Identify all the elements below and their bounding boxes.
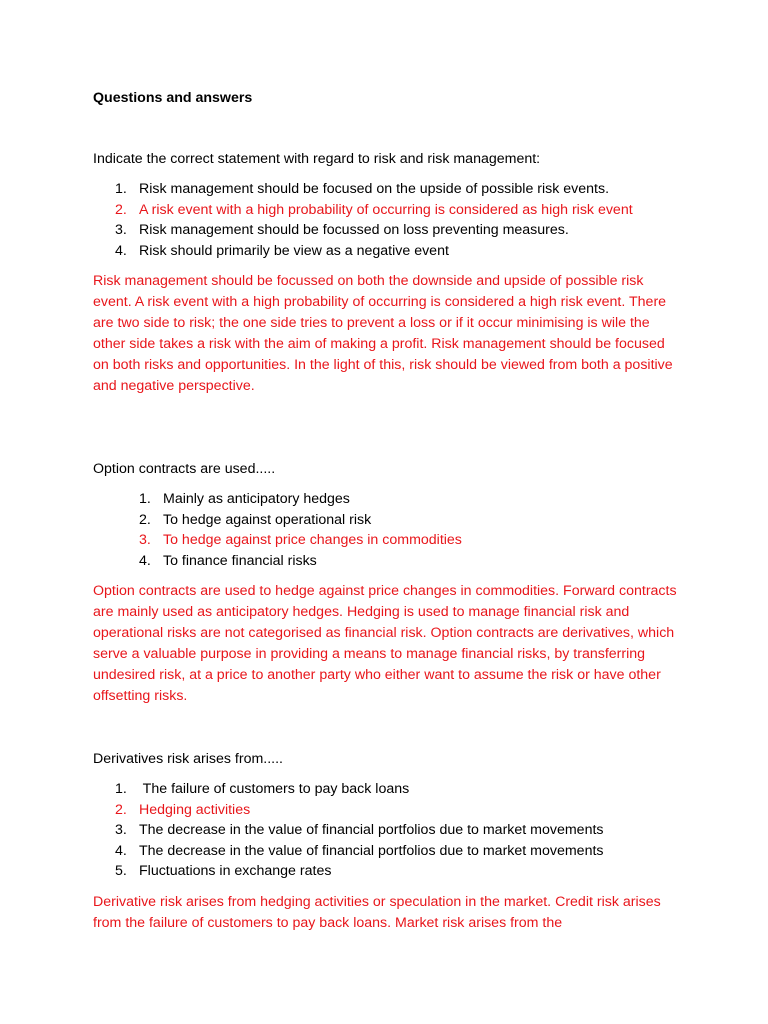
- option-item: 4. Risk should primarily be view as a negative event: [115, 242, 449, 259]
- option-item: 1. Mainly as anticipatory hedges: [139, 491, 350, 507]
- option-item: 4. To finance financial risks: [139, 552, 317, 569]
- option-item-correct: 2. Hedging activities: [115, 801, 251, 818]
- option-item: 2. To hedge against operational risk: [139, 511, 372, 528]
- option-item-correct: 3. To hedge against price changes in commodities: [139, 532, 462, 548]
- question-block-2: [93, 459, 683, 707]
- question-text: Indicate the correct statement with regard to risk and risk management:: [93, 151, 541, 167]
- question-block-3: [93, 749, 683, 934]
- option-item: 1. The failure of customers to pay back loans: [115, 781, 410, 797]
- option-item: 3. The decrease in the value of financial portfolios due to market movements: [115, 822, 604, 838]
- question-block-1: [93, 149, 683, 397]
- answer-explanation: Derivative risk arises from hedging activities or speculation in the market. Credit risk arises from the failure of customers to pay back loans. Market risk arises from the: [93, 893, 661, 931]
- answer-explanation: Option contracts are used to hedge against price changes in commodities. Forward contracts are mainly used as anticipatory hedges. Hedging is used to manage financial risk and operational risks are not categorised as financial risk. Option contracts are derivatives, which serve a valuable purpose in providing a means to manage financial risks, by transferring undesired risk, at a price to another party who either want to assume the risk or have other offsetting risks.: [93, 583, 677, 704]
- options-list: [93, 179, 683, 261]
- option-item-correct: 2. A risk event with a high probability of occurring is considered as high risk event: [115, 201, 633, 218]
- option-item: 5. Fluctuations in exchange rates: [115, 863, 332, 879]
- question-text: Derivatives risk arises from.....: [93, 751, 283, 767]
- option-item: 3. Risk management should be focussed on loss preventing measures.: [115, 222, 569, 238]
- options-list: [93, 779, 683, 882]
- options-list: [93, 489, 683, 571]
- option-item: 4. The decrease in the value of financial portfolios due to market movements: [115, 842, 604, 859]
- question-text: Option contracts are used.....: [93, 461, 276, 477]
- option-item: 1. Risk management should be focused on the upside of possible risk events.: [115, 181, 610, 197]
- answer-explanation: Risk management should be focussed on both the downside and upside of possible risk event. A risk event with a high probability of occurring is considered a high risk event. There are two side to risk; the one side tries to prevent a loss or if it occur minimising is wile the other side takes a risk with the aim of making a profit. Risk management should be focused on both risks and opportunities. In the light of this, risk should be viewed from both a positive and negative perspective.: [93, 273, 673, 394]
- document-title: Questions and answers: [93, 90, 253, 106]
